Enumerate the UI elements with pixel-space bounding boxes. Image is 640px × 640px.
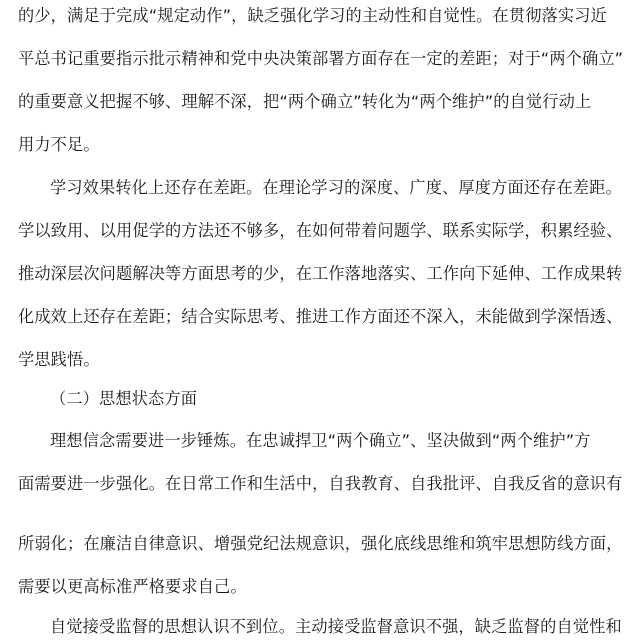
paragraph-4-line-1: 自觉接受监督的思想认识不到位。主动接受监督意识不强，缺乏监督的自觉性和 xyxy=(50,617,622,636)
paragraph-3-line-2: 面需要进一步强化。在日常工作和生活中，自我教育、自我批评、自我反省的意识有 xyxy=(18,474,623,493)
paragraph-2-line-2: 学以致用、以用促学的方法还不够多，在如何带着问题学、联系实际学，积累经验、 xyxy=(18,221,623,240)
paragraph-3-line-1: 理想信念需要进一步锤炼。在忠诚捍卫“两个确立”、坚决做到“两个维护”方 xyxy=(50,431,591,450)
paragraph-2-line-4: 化成效上还存在差距；结合实际思考、推进工作方面还不深入，未能做到学深悟透、 xyxy=(18,307,623,326)
paragraph-2-line-5: 学思践悟。 xyxy=(18,350,100,369)
paragraph-3-line-4: 需要以更高标准严格要求自己。 xyxy=(18,577,247,596)
text-line-3: 的重要意义把握不够、理解不深，把“两个确立”转化为“两个维护”的自觉行动上 xyxy=(18,92,592,111)
text-line-2: 平总书记重要指示批示精神和党中央决策部署方面存在一定的差距；对于“两个确立” xyxy=(18,49,624,68)
paragraph-2-line-1: 学习效果转化上还存在差距。在理论学习的深度、广度、厚度方面还存在差距。 xyxy=(50,178,622,197)
paragraph-2-line-3: 推动深层次问题解决等方面思考的少，在工作落地落实、工作向下延伸、工作成果转 xyxy=(18,264,623,283)
section-heading: （二）思想状态方面 xyxy=(50,389,198,408)
text-line-1: 的少，满足于完成“规定动作”，缺乏强化学习的主动性和自觉性。在贯彻落实习近 xyxy=(18,6,607,25)
text-line-4: 用力不足。 xyxy=(18,135,100,154)
paragraph-3-line-3: 所弱化；在廉洁自律意识、增强党纪法规意识，强化底线思维和筑牢思想防线方面， xyxy=(18,534,623,553)
